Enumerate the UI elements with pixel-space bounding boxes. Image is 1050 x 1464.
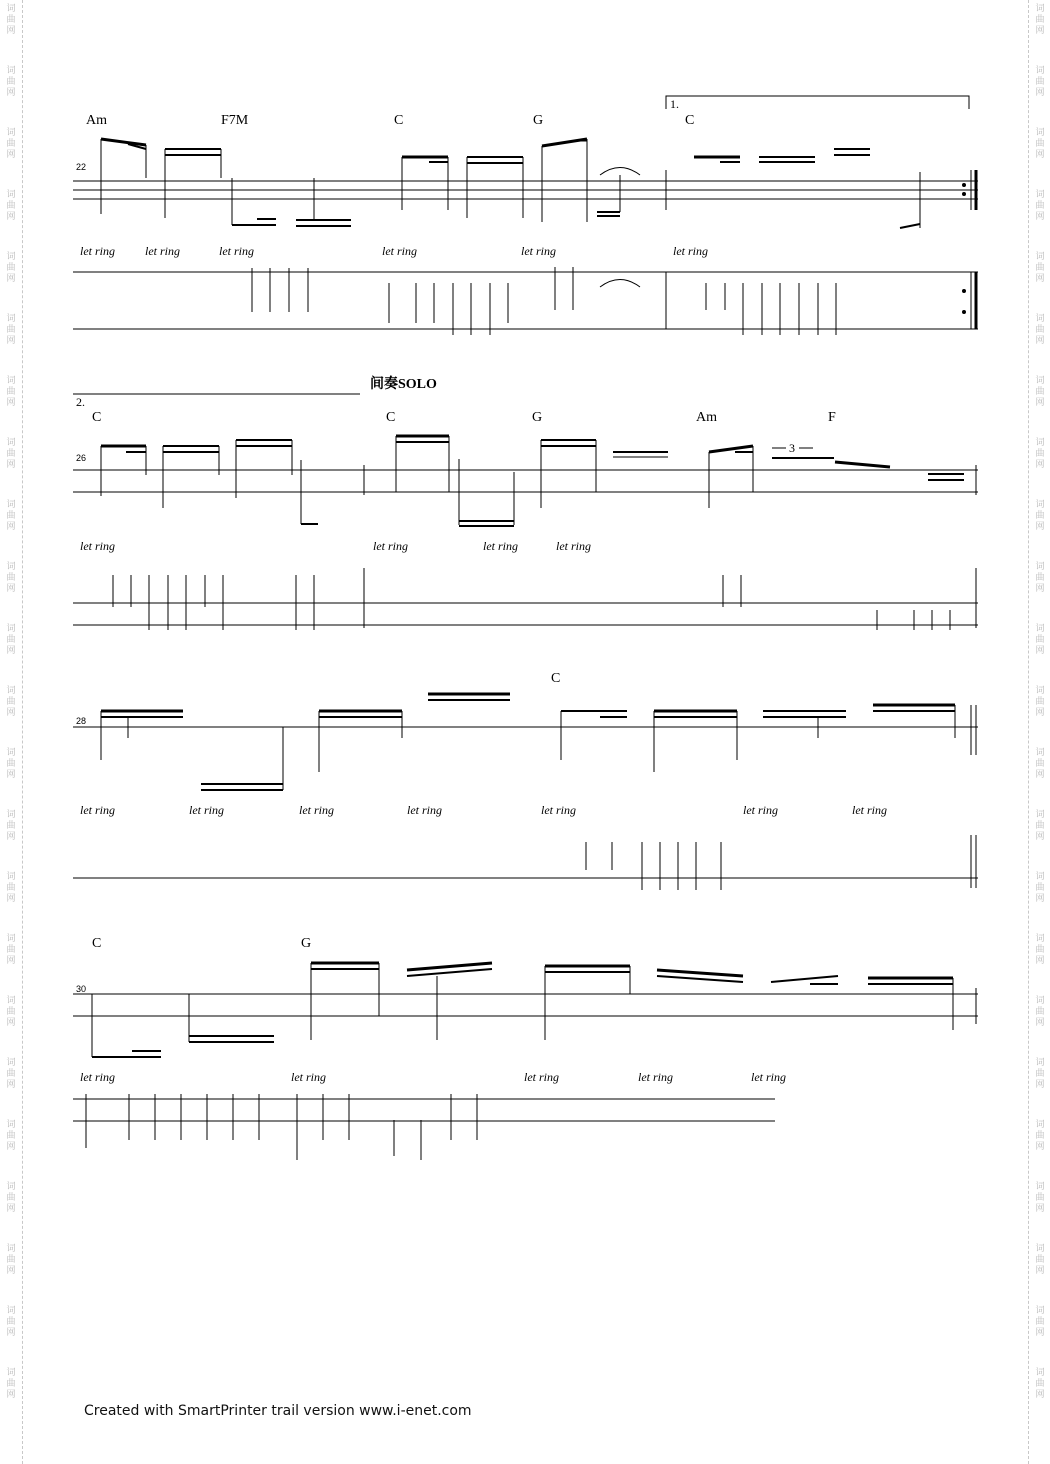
volta-1-label: 1. (670, 97, 679, 111)
watermark-glyphs: 词 曲 网 (1035, 1306, 1045, 1338)
watermark-glyphs: 词 曲 网 (1035, 252, 1045, 284)
watermark-glyphs: 词 曲 网 (6, 4, 16, 36)
let-ring-label: let ring (541, 803, 576, 817)
let-ring-label: let ring (80, 803, 115, 817)
watermark-glyphs: 词 曲 网 (1035, 1368, 1045, 1400)
watermark-glyphs: 词 曲 网 (6, 810, 16, 842)
bar-number: 30 (76, 984, 87, 994)
watermark-glyphs: 词 曲 网 (1035, 1120, 1045, 1152)
let-ring-label: let ring (373, 539, 408, 553)
chord-symbol: C (92, 410, 102, 425)
watermark-glyphs: 词 曲 网 (1035, 934, 1045, 966)
chord-symbol: C (394, 113, 404, 128)
let-ring-label: let ring (80, 244, 115, 258)
watermark-glyphs: 词 曲 网 (6, 66, 16, 98)
let-ring-label: let ring (751, 1070, 786, 1084)
watermark-glyphs: 词 曲 网 (6, 996, 16, 1028)
watermark-glyphs: 词 曲 网 (1035, 500, 1045, 532)
watermark-glyphs: 词 曲 网 (1035, 1244, 1045, 1276)
watermark-glyphs: 词 曲 网 (6, 686, 16, 718)
chord-symbol: C (685, 113, 695, 128)
watermark-glyphs: 词 曲 网 (1035, 438, 1045, 470)
watermark-glyphs: 词 曲 网 (1035, 128, 1045, 160)
bar-number: 26 (76, 453, 87, 463)
watermark-glyphs: 词 曲 网 (6, 1368, 16, 1400)
chord-symbol: C (386, 410, 396, 425)
watermark-glyphs: 词 曲 网 (1035, 4, 1045, 36)
bar-number: 22 (76, 162, 87, 172)
watermark-glyphs: 词 曲 网 (1035, 376, 1045, 408)
let-ring-label: let ring (299, 803, 334, 817)
let-ring-label: let ring (145, 244, 180, 258)
watermark-glyphs: 词 曲 网 (1035, 314, 1045, 346)
watermark-glyphs: 词 曲 网 (6, 562, 16, 594)
watermark-glyphs: 词 曲 网 (6, 1120, 16, 1152)
volta-1-bracket (666, 96, 969, 109)
watermark-glyphs: 词 曲 网 (1035, 1182, 1045, 1214)
let-ring-label: let ring (219, 244, 254, 258)
let-ring-label: let ring (638, 1070, 673, 1084)
watermark-glyphs: 词 曲 网 (1035, 66, 1045, 98)
watermark-glyphs: 词 曲 网 (6, 1182, 16, 1214)
watermark-glyphs: 词 曲 网 (6, 1058, 16, 1090)
watermark-glyphs: 词 曲 网 (6, 624, 16, 656)
watermark-glyphs: 词 曲 网 (6, 1244, 16, 1276)
chord-symbol: G (532, 410, 543, 425)
let-ring-label: let ring (483, 539, 518, 553)
watermark-glyphs: 词 曲 网 (6, 872, 16, 904)
let-ring-label: let ring (521, 244, 556, 258)
chord-symbol: Am (696, 410, 717, 425)
watermark-glyphs: 词 曲 网 (1035, 996, 1045, 1028)
watermark-glyphs: 词 曲 网 (1035, 1058, 1045, 1090)
let-ring-label: let ring (189, 803, 224, 817)
watermark-glyphs: 词 曲 网 (1035, 562, 1045, 594)
section-title: 间奏SOLO (370, 377, 437, 392)
bar-number: 28 (76, 716, 87, 726)
watermark-glyphs: 词 曲 网 (1035, 872, 1045, 904)
let-ring-label: let ring (382, 244, 417, 258)
chord-symbol: F7M (221, 113, 249, 128)
let-ring-label: let ring (556, 539, 591, 553)
watermark-glyphs: 词 曲 网 (6, 252, 16, 284)
watermark-glyphs: 词 曲 网 (1035, 810, 1045, 842)
let-ring-label: let ring (743, 803, 778, 817)
chord-symbol: F (828, 410, 836, 425)
let-ring-label: let ring (852, 803, 887, 817)
chord-symbol: Am (86, 113, 107, 128)
watermark-glyphs: 词 曲 网 (1035, 190, 1045, 222)
watermark-glyphs: 词 曲 网 (6, 314, 16, 346)
let-ring-label: let ring (407, 803, 442, 817)
watermark-glyphs: 词 曲 网 (1035, 748, 1045, 780)
chord-symbol: C (92, 936, 102, 951)
notation-marks (86, 139, 966, 1160)
tuplet-marker: 3 (789, 441, 795, 455)
footer-credit: Created with SmartPrinter trail version www.i-enet.com (84, 1403, 472, 1419)
watermark-glyphs: 词 曲 网 (1035, 624, 1045, 656)
watermark-glyphs: 词 曲 网 (6, 500, 16, 532)
let-ring-label: let ring (291, 1070, 326, 1084)
watermark-glyphs: 词 曲 网 (6, 438, 16, 470)
volta-2-label: 2. (76, 395, 85, 409)
watermark-glyphs: 词 曲 网 (6, 1306, 16, 1338)
watermark-glyphs: 词 曲 网 (6, 128, 16, 160)
let-ring-label: let ring (80, 1070, 115, 1084)
chord-symbol: G (533, 113, 544, 128)
chord-symbol: C (551, 671, 561, 686)
chord-symbol: G (301, 936, 312, 951)
let-ring-label: let ring (80, 539, 115, 553)
watermark-glyphs: 词 曲 网 (6, 748, 16, 780)
watermark-glyphs: 词 曲 网 (6, 376, 16, 408)
watermark-glyphs: 词 曲 网 (1035, 686, 1045, 718)
watermark-glyphs: 词 曲 网 (6, 934, 16, 966)
watermark-glyphs: 词 曲 网 (6, 190, 16, 222)
staff-lines (73, 170, 978, 1121)
let-ring-label: let ring (524, 1070, 559, 1084)
let-ring-label: let ring (673, 244, 708, 258)
